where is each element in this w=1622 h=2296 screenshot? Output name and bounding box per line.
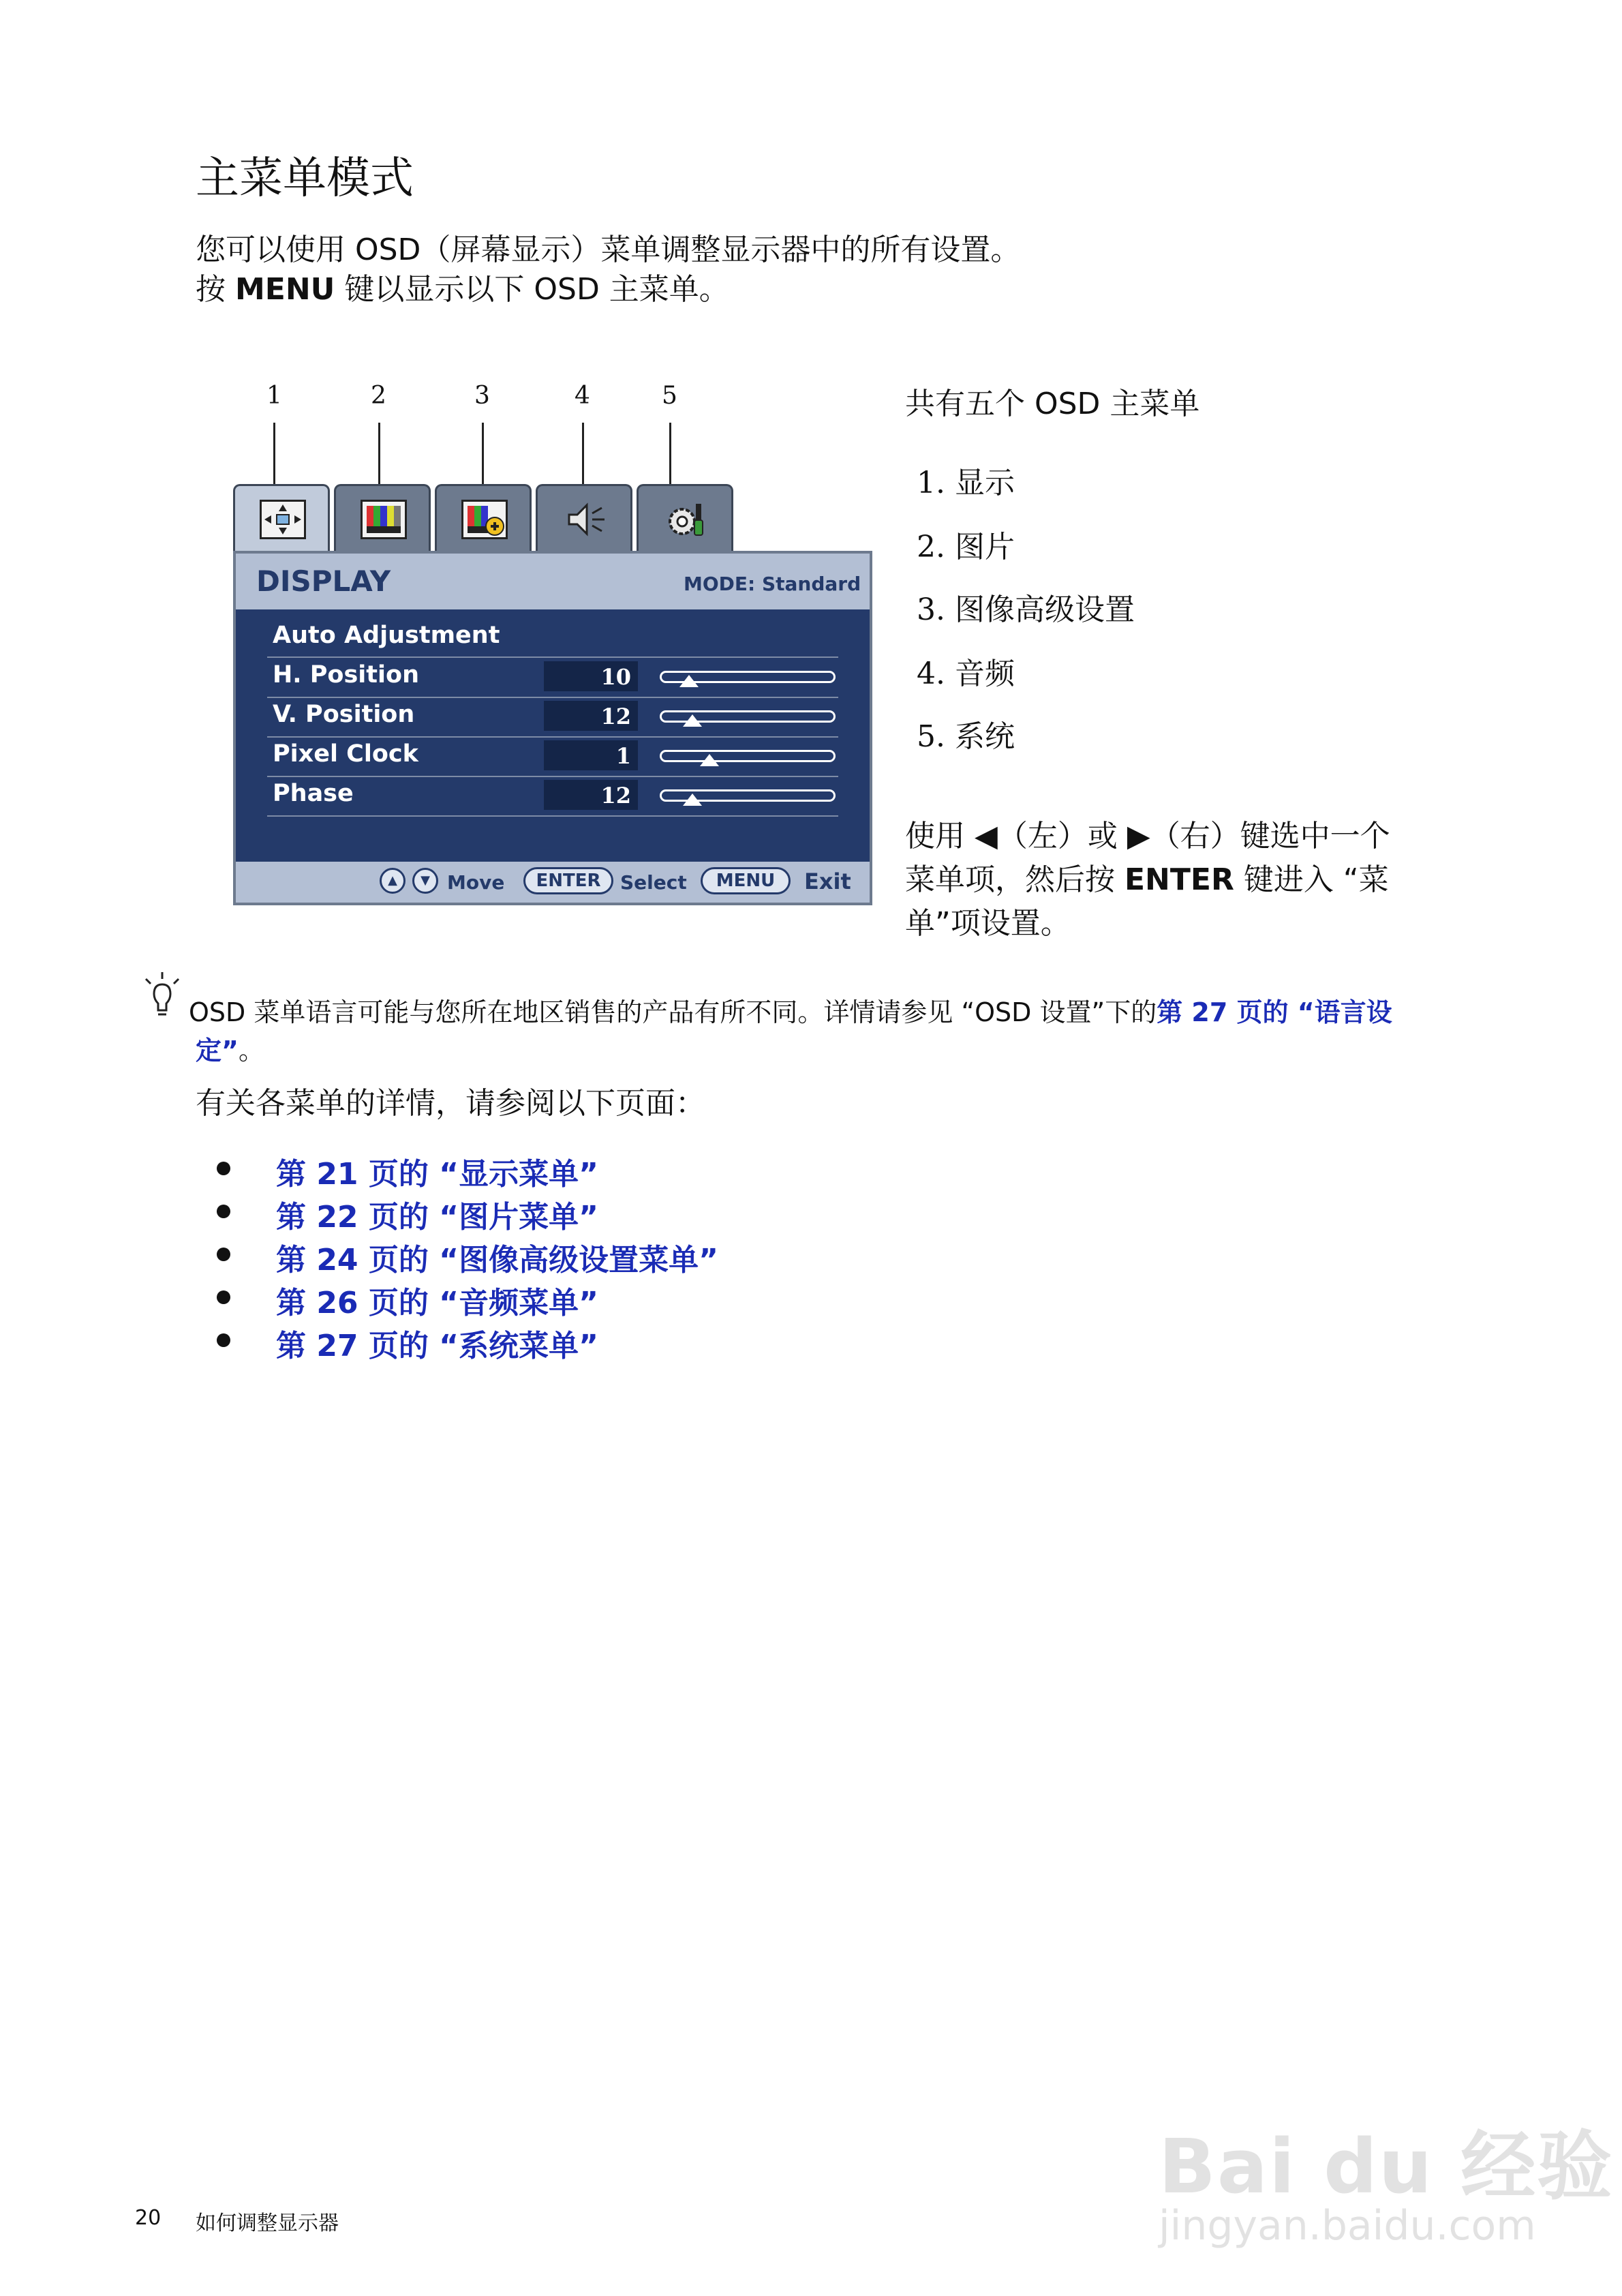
osd-mode: MODE: Standard: [684, 573, 861, 595]
picture-menu-link[interactable]: 第 22 页的 “图片菜单”: [276, 1200, 599, 1235]
see-also-text: 有关各菜单的详情，请参阅以下页面：: [196, 1086, 705, 1121]
intro-text-pre: 按: [196, 272, 235, 307]
leader-line: [582, 423, 584, 491]
language-setting-link[interactable]: 第 27 页的 “语言设: [1157, 997, 1392, 1027]
osd-divider: [267, 697, 838, 698]
intro-text-menu: [196, 265, 729, 308]
tab-number-4: 4: [575, 382, 590, 410]
navigation-instruction: [905, 855, 1389, 898]
intro-text: 您可以使用 OSD（屏幕显示）菜单调整显示器中的所有设置。: [196, 232, 1021, 267]
watermark-url: jingyan.baidu.com: [1159, 2202, 1536, 2250]
menu-list-label: 音频: [954, 656, 1015, 691]
menu-list-item: [917, 458, 1015, 502]
bullet: [217, 1290, 230, 1304]
osd-title: DISPLAY: [256, 564, 391, 598]
audio-menu-link[interactable]: 第 26 页的 “音频菜单”: [276, 1286, 599, 1320]
osd-value-pixel-clock: 1: [615, 743, 631, 769]
menu-list-item: [917, 649, 1015, 693]
intro-text-post: 键以显示以下 OSD 主菜单。: [335, 272, 729, 307]
note-tail: 。: [238, 1036, 264, 1066]
menu-list-label: 系统: [954, 719, 1015, 754]
nav-text: （左）或: [997, 819, 1127, 854]
menu-list-label: 图像高级设置: [954, 592, 1135, 627]
leader-line: [273, 423, 275, 491]
osd-item-h-position[interactable]: H. Position: [273, 661, 419, 689]
lightbulb-icon: [140, 971, 184, 1024]
osd-divider: [267, 776, 838, 777]
menu-list-number: 3.: [917, 592, 945, 627]
enter-key-label: ENTER: [1124, 862, 1234, 897]
menu-list-number: 1.: [917, 466, 945, 500]
baidu-jingyan-watermark-logo: Bai du 经验: [1159, 2123, 1614, 2210]
picture-advanced-icon: [461, 500, 508, 539]
osd-divider: [267, 815, 838, 817]
tab-number-2: 2: [371, 382, 386, 410]
tab-system[interactable]: [637, 484, 733, 552]
osd-item-v-position[interactable]: V. Position: [273, 701, 415, 728]
down-button-icon[interactable]: ▼: [412, 868, 438, 894]
audio-icon: [562, 500, 609, 539]
tab-picture-advanced[interactable]: [435, 484, 532, 552]
nav-text: 使用: [905, 819, 975, 854]
page-title: 主菜单模式: [196, 153, 414, 204]
language-setting-link-continued[interactable]: 定”: [196, 1036, 239, 1066]
exit-label: Exit: [804, 868, 851, 894]
system-settings-icon: [663, 500, 709, 539]
osd-divider: [267, 736, 838, 738]
nav-text: 菜单项，然后按: [905, 862, 1124, 897]
osd-slider-knob[interactable]: [683, 714, 702, 727]
bullet: [217, 1162, 230, 1175]
nav-text: （右）键选中一个: [1150, 819, 1390, 854]
enter-button[interactable]: ENTER: [523, 867, 613, 894]
bullet: [217, 1205, 230, 1218]
left-arrow-icon: ◀: [975, 819, 998, 854]
menu-list-number: 2.: [917, 530, 945, 564]
tab-number-3: 3: [474, 382, 490, 410]
osd-menu-count-heading: 共有五个 OSD 主菜单: [905, 387, 1200, 421]
osd-item-pixel-clock[interactable]: Pixel Clock: [273, 740, 418, 768]
page-number: 20: [135, 2206, 162, 2230]
leader-line: [378, 423, 380, 491]
navigation-instruction: [905, 811, 1390, 855]
navigation-instruction: 单”项设置。: [905, 906, 1071, 941]
tab-picture[interactable]: [334, 484, 431, 552]
up-button-icon[interactable]: ▲: [380, 868, 406, 894]
osd-slider-knob[interactable]: [679, 675, 699, 687]
tab-number-5: 5: [662, 382, 677, 410]
picture-advanced-menu-link[interactable]: 第 24 页的 “图像高级设置菜单”: [276, 1243, 719, 1278]
menu-list-label: 显示: [954, 466, 1015, 500]
note-text-continued: [196, 1029, 264, 1067]
bullet: [217, 1248, 230, 1261]
osd-value-h-position: 10: [600, 664, 631, 690]
leader-line: [669, 423, 671, 491]
note-body: OSD 菜单语言可能与您所在地区销售的产品有所不同。详情请参见 “OSD 设置”下的: [189, 997, 1157, 1027]
display-menu-link[interactable]: 第 21 页的 “显示菜单”: [276, 1157, 599, 1192]
osd-divider: [267, 656, 838, 658]
osd-item-phase[interactable]: Phase: [273, 780, 354, 807]
note-text: [189, 991, 1392, 1029]
osd-value-phase: 12: [600, 783, 631, 809]
menu-list-item: [917, 585, 1135, 629]
display-adjust-icon: [260, 500, 306, 539]
tab-audio[interactable]: [536, 484, 632, 552]
osd-slider-knob[interactable]: [683, 794, 702, 806]
leader-line: [482, 423, 484, 491]
osd-value-v-position: 12: [600, 704, 631, 729]
select-label: Select: [620, 871, 687, 894]
tab-number-1: 1: [266, 382, 282, 410]
osd-slider-knob[interactable]: [700, 754, 719, 766]
menu-key-label: MENU: [235, 272, 335, 307]
menu-list-label: 图片: [954, 530, 1015, 564]
menu-list-number: 4.: [917, 656, 945, 691]
menu-list-item: [917, 522, 1015, 566]
menu-list-item: [917, 712, 1015, 755]
picture-icon: [361, 500, 407, 539]
move-label: Move: [447, 871, 505, 894]
osd-slider-pixel-clock[interactable]: [660, 750, 836, 762]
menu-list-number: 5.: [917, 719, 945, 754]
tab-display[interactable]: [233, 484, 330, 552]
footer-section-title: 如何调整显示器: [196, 2211, 339, 2235]
bullet: [217, 1333, 230, 1347]
menu-button[interactable]: MENU: [701, 867, 791, 894]
osd-item-auto-adjustment[interactable]: Auto Adjustment: [273, 622, 500, 649]
nav-text: 键进入 “菜: [1234, 862, 1389, 897]
system-menu-link[interactable]: 第 27 页的 “系统菜单”: [276, 1329, 599, 1363]
right-arrow-icon: ▶: [1127, 819, 1150, 854]
